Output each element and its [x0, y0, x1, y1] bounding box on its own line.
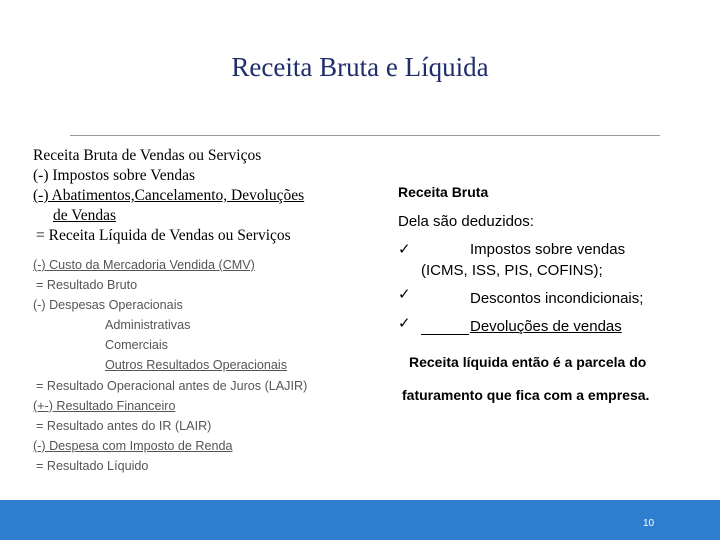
- devolucoes-underline-lead: [421, 334, 469, 335]
- impostos-bullet: Impostos sobre vendas: [470, 241, 626, 258]
- resultado-financeiro-line: (+-) Resultado Financeiro: [33, 398, 176, 413]
- administrativas-line: Administrativas: [105, 318, 191, 333]
- check-icon: ✓: [398, 286, 411, 303]
- outros-underline-lead: [57, 358, 105, 372]
- slide-title: Receita Bruta e Líquida: [231, 52, 489, 82]
- lajir-line: = Resultado Operacional antes de Juros (LAJIR): [36, 378, 308, 393]
- receita-bruta-line: Receita Bruta de Vendas ou Serviços: [33, 147, 262, 164]
- descontos-bullet: Descontos incondicionais;: [470, 290, 644, 307]
- despesa-ir-line: (-) Despesa com Imposto de Renda: [33, 438, 233, 453]
- resultado-liquido-line: = Resultado Líquido: [36, 458, 149, 473]
- abatimentos-line: (-) Abatimentos,Cancelamento, Devoluções: [33, 187, 305, 204]
- lair-line: = Resultado antes do IR (LAIR): [36, 418, 212, 433]
- impostos-line: (-) Impostos sobre Vendas: [33, 167, 196, 184]
- receita-liquida-line: = Receita Líquida de Vendas ou Serviços: [36, 227, 291, 244]
- devolucoes-bullet: Devoluções de vendas: [470, 318, 622, 335]
- title-divider: [70, 135, 660, 136]
- check-icon: ✓: [398, 315, 411, 332]
- resultado-bruto-line: = Resultado Bruto: [36, 278, 138, 293]
- left-column: [33, 146, 363, 476]
- check-icon: ✓: [398, 241, 411, 258]
- conclusion-line-2: faturamento que fica com a empresa.: [402, 387, 650, 403]
- conclusion-line-1: Receita líquida então é a parcela do: [409, 354, 647, 370]
- abatimentos-line-cont: de Vendas: [53, 207, 116, 224]
- cmv-line: (-) Custo da Mercadoria Vendida (CMV): [33, 258, 255, 272]
- deduzidos-text: Dela são deduzidos:: [398, 213, 534, 230]
- impostos-bullet-cont: (ICMS, ISS, PIS, COFINS);: [421, 262, 603, 279]
- outros-resultados-text: Outros Resultados Operacionais: [105, 358, 288, 373]
- despesas-operacionais-line: (-) Despesas Operacionais: [33, 298, 183, 313]
- footer-bar: [0, 500, 720, 540]
- receita-bruta-heading: Receita Bruta: [398, 184, 489, 200]
- comerciais-line: Comerciais: [105, 338, 168, 353]
- outros-resultados-line: [33, 355, 363, 375]
- page-number: 10: [643, 518, 655, 529]
